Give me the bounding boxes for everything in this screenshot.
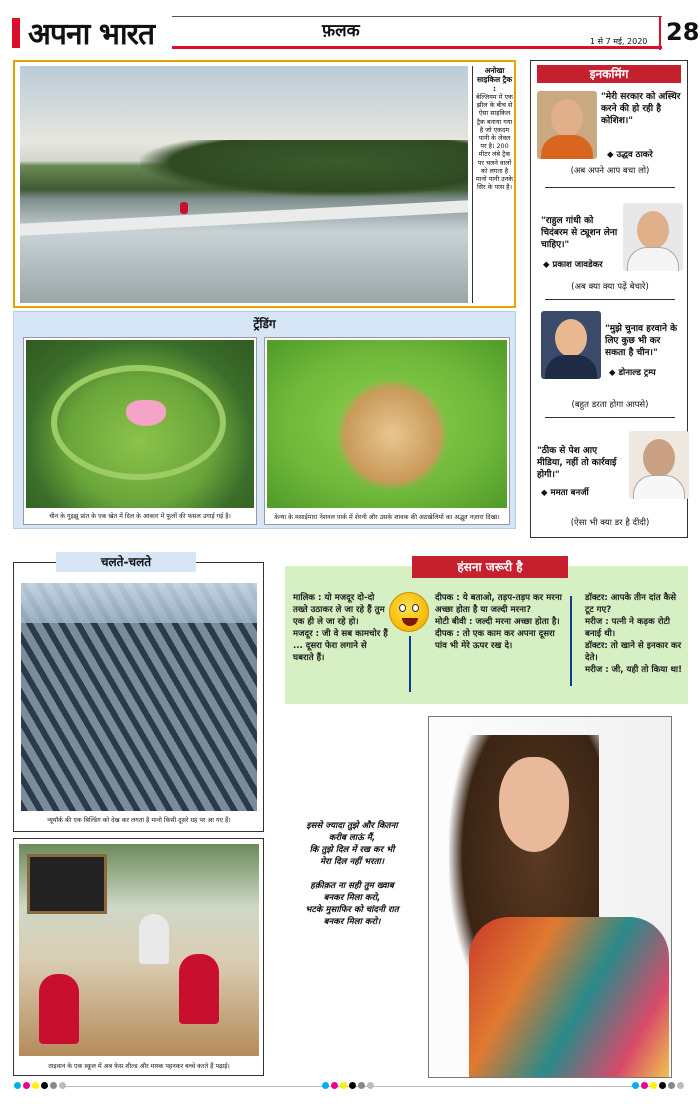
poem-line: बनकर मिला करो। <box>323 917 381 927</box>
color-dot <box>367 1082 374 1089</box>
mamata-photo <box>629 431 689 499</box>
incoming-speaker: ◆ ममता बनर्जी <box>541 488 589 498</box>
student <box>139 914 169 964</box>
color-dot <box>632 1082 639 1089</box>
student <box>39 974 79 1044</box>
joke-line: दीपक : ये बताओ, तड़प-तड़प कर मरना अच्छा होता है या जल्दी मरना? <box>435 593 562 615</box>
poem-line: कि तुझे दिल में रख कर भी <box>309 845 395 855</box>
poem-stanza-1 <box>282 820 422 868</box>
incoming-item <box>537 311 683 423</box>
newspaper-title: अपना भारत <box>28 17 155 52</box>
lioness-photo <box>267 340 507 508</box>
trending-photo-left <box>23 337 257 525</box>
masthead-red-bar <box>12 18 20 48</box>
vessel-building-photo <box>21 583 257 811</box>
section-name: फ़लक <box>322 21 360 41</box>
incoming-comment: (ऐसा भी क्या डर है दीदी) <box>570 518 650 528</box>
joke-line: दीपक : तो एक काम कर अपना दूसरा पांव भी मेरे ऊपर रख दे। <box>435 629 555 651</box>
uddhav-photo <box>537 91 597 159</box>
incoming-divider <box>545 417 675 418</box>
registration-dots-middle <box>322 1082 374 1089</box>
jokes-title: हंसना जरूरी है <box>412 556 568 578</box>
color-dot <box>659 1082 666 1089</box>
joke-line: मालिक : यो मजदूर दो-दो तख्ते उठाकर ले जा रहे हैं तुम एक ही ले जा रहे हो। <box>293 593 385 627</box>
face-head <box>637 211 669 249</box>
color-dot <box>340 1082 347 1089</box>
incoming-item <box>537 429 683 541</box>
poem-line: भटके मुसाफिर को चांदनी रात <box>305 905 399 915</box>
page-number-separator <box>659 16 661 50</box>
incoming-title: इनकमिंग <box>537 65 681 83</box>
joke-divider <box>409 636 411 692</box>
chalte-title: चलते-चलते <box>56 552 196 572</box>
trump-photo <box>541 311 601 379</box>
laughing-smiley-icon <box>389 592 429 632</box>
heart-field-photo <box>26 340 254 508</box>
top-caption-title: अनोखा साइकिल ट्रैक : <box>476 66 513 93</box>
smiley-eye <box>399 604 406 612</box>
joke-line: मरीज : पत्नी ने कड़क रोटी बनाई थी। <box>585 617 671 639</box>
color-dot <box>322 1082 329 1089</box>
incoming-comment: (अब क्या क्या पढ़ें बेचारे) <box>571 282 649 292</box>
masthead-rule-bottom <box>172 46 662 49</box>
incoming-speaker: ◆ डोनाल्ड ट्रम्प <box>609 368 656 378</box>
poem-stanza-2 <box>282 880 422 928</box>
joke-1 <box>293 592 389 664</box>
face-body <box>541 135 593 159</box>
top-photo-caption <box>472 66 514 303</box>
masthead <box>12 10 700 52</box>
classroom-board <box>27 854 107 914</box>
color-dot <box>14 1082 21 1089</box>
color-dot <box>349 1082 356 1089</box>
lake-cycle-track-photo <box>20 66 468 303</box>
joke-line: डॉक्टर: आपके तीन दांत कैसे टूट गए? <box>585 593 677 615</box>
incoming-sidebar <box>530 60 688 538</box>
top-photo-story <box>13 60 516 308</box>
poem-line: हक़ीक़त ना सही तुम ख्वाब <box>310 881 394 891</box>
poem-line: इससे ज्यादा तुझे और कितना <box>306 821 398 831</box>
joke-line: मजदूर : जी वे सब कामचोर हैं ... दूसरा फेरा लगाने से घबराते हैं। <box>293 629 388 663</box>
joke-line: मरीज : जी, यही तो किया था! <box>585 665 683 675</box>
color-dot <box>32 1082 39 1089</box>
chalte-photo-box-2 <box>13 838 264 1076</box>
trending-photo-right <box>264 337 510 525</box>
poem-line: मेरा दिल नहीं भरता। <box>320 857 384 867</box>
joke-2 <box>435 592 565 652</box>
joke-3 <box>585 592 685 676</box>
incoming-item <box>537 201 683 313</box>
issue-date: 1 से 7 मई, 2020 <box>590 37 648 46</box>
incoming-quote: "राहुल गांधी को चिदंबरम से ट्यूशन लेना चाहिए।" <box>541 216 618 250</box>
top-caption-body: बेल्जियम में एक झील के बीच से ऐसा साइकिल ट्रैक बनाया गया है जो एकदम पानी के लेवल पर है। 200 मीटर लंबे ट्रैक पर चलने वालों को लगता है मानो पानी उनके सिर के पास है। <box>475 93 514 192</box>
student <box>179 954 219 1024</box>
classroom-photo <box>19 844 259 1056</box>
color-dot <box>23 1082 30 1089</box>
color-dot <box>677 1082 684 1089</box>
trending-left-caption: चीन के गुइझू प्रांत के एक खेत में दिल के आकार में फूलों की फसल उगाई गई है। <box>49 513 231 520</box>
chalte-photo-box-1 <box>13 562 264 832</box>
incoming-speaker: ◆ उद्धव ठाकरे <box>607 150 653 160</box>
smiley-eye <box>412 604 419 612</box>
color-dot <box>650 1082 657 1089</box>
color-dot <box>41 1082 48 1089</box>
joke-divider <box>570 596 572 686</box>
actress-portrait-photo <box>428 716 672 1078</box>
color-dot <box>331 1082 338 1089</box>
javadekar-photo <box>623 203 683 271</box>
face-body <box>545 355 597 379</box>
chalte-photo2-caption: ताइवान के एक स्कूल में अब फेस शील्ड और मास्क पहनकर बच्चे करते हैं पढ़ाई। <box>48 1063 230 1070</box>
portrait-dress <box>469 917 669 1078</box>
incoming-speaker: ◆ प्रकाश जावडेकर <box>543 260 603 270</box>
face-body <box>627 247 679 271</box>
color-dot <box>641 1082 648 1089</box>
incoming-comment: (अब अपने आप बचा लो) <box>570 166 650 176</box>
trending-section <box>13 311 516 529</box>
color-dot <box>358 1082 365 1089</box>
incoming-quote: "मेरी सरकार को अस्थिर करने की हो रही है कोशिश।" <box>601 92 681 126</box>
color-dot <box>668 1082 675 1089</box>
incoming-divider <box>545 299 675 300</box>
incoming-quote: "ठीक से पेश आए मीडिया, नहीं तो कार्रवाई होगी।" <box>537 446 617 480</box>
trending-right-caption: केन्या के मसाईमारा नेशनल पार्क में शेरनी और उसके शावक की अठखेलियों का अद्भुत नज़ारा दिखा। <box>274 514 500 521</box>
cycle-track <box>20 200 468 235</box>
incoming-comment: (बहुत डरता होगा आपसे) <box>571 400 649 410</box>
face-body <box>633 475 685 499</box>
heart-shape <box>126 400 166 426</box>
color-dot <box>59 1082 66 1089</box>
jokes-box <box>285 566 688 704</box>
treeline <box>140 140 468 196</box>
poem <box>282 820 422 940</box>
poem-line: बनकर मिला करो, <box>323 893 381 903</box>
trending-title: ट्रेंडिंग <box>253 317 276 331</box>
color-dot <box>50 1082 57 1089</box>
footer-color-bar <box>0 1082 700 1092</box>
portrait-face <box>499 757 569 852</box>
joke-line: डॉक्टर: तो खाने से इनकार कर देते। <box>585 641 682 663</box>
joke-line: मोटी बीवी : जल्दी मरना अच्छा होता है। <box>435 617 560 627</box>
registration-dots-left <box>14 1082 66 1089</box>
incoming-quote: "मुझे चुनाव हरवाने के लिए कुछ भी कर सकता है चीन।" <box>605 324 678 358</box>
vessel-sky <box>21 583 257 623</box>
face-head <box>643 439 675 477</box>
face-head <box>551 99 583 137</box>
page-number: 28 <box>666 18 700 46</box>
lioness-cub <box>337 380 447 490</box>
registration-dots-right <box>632 1082 684 1089</box>
incoming-divider <box>545 187 675 188</box>
face-head <box>555 319 587 357</box>
poem-line: करीब लाऊं मैं, <box>328 833 376 843</box>
cyclist <box>180 202 188 214</box>
masthead-rule-top <box>172 16 662 17</box>
smiley-mouth <box>402 618 418 626</box>
chalte-photo1-caption: न्यूयॉर्क की एक बिल्डिंग को देख कर लगता है मानो किसी दूसरे ग्रह पर आ गए हैं। <box>47 817 231 824</box>
